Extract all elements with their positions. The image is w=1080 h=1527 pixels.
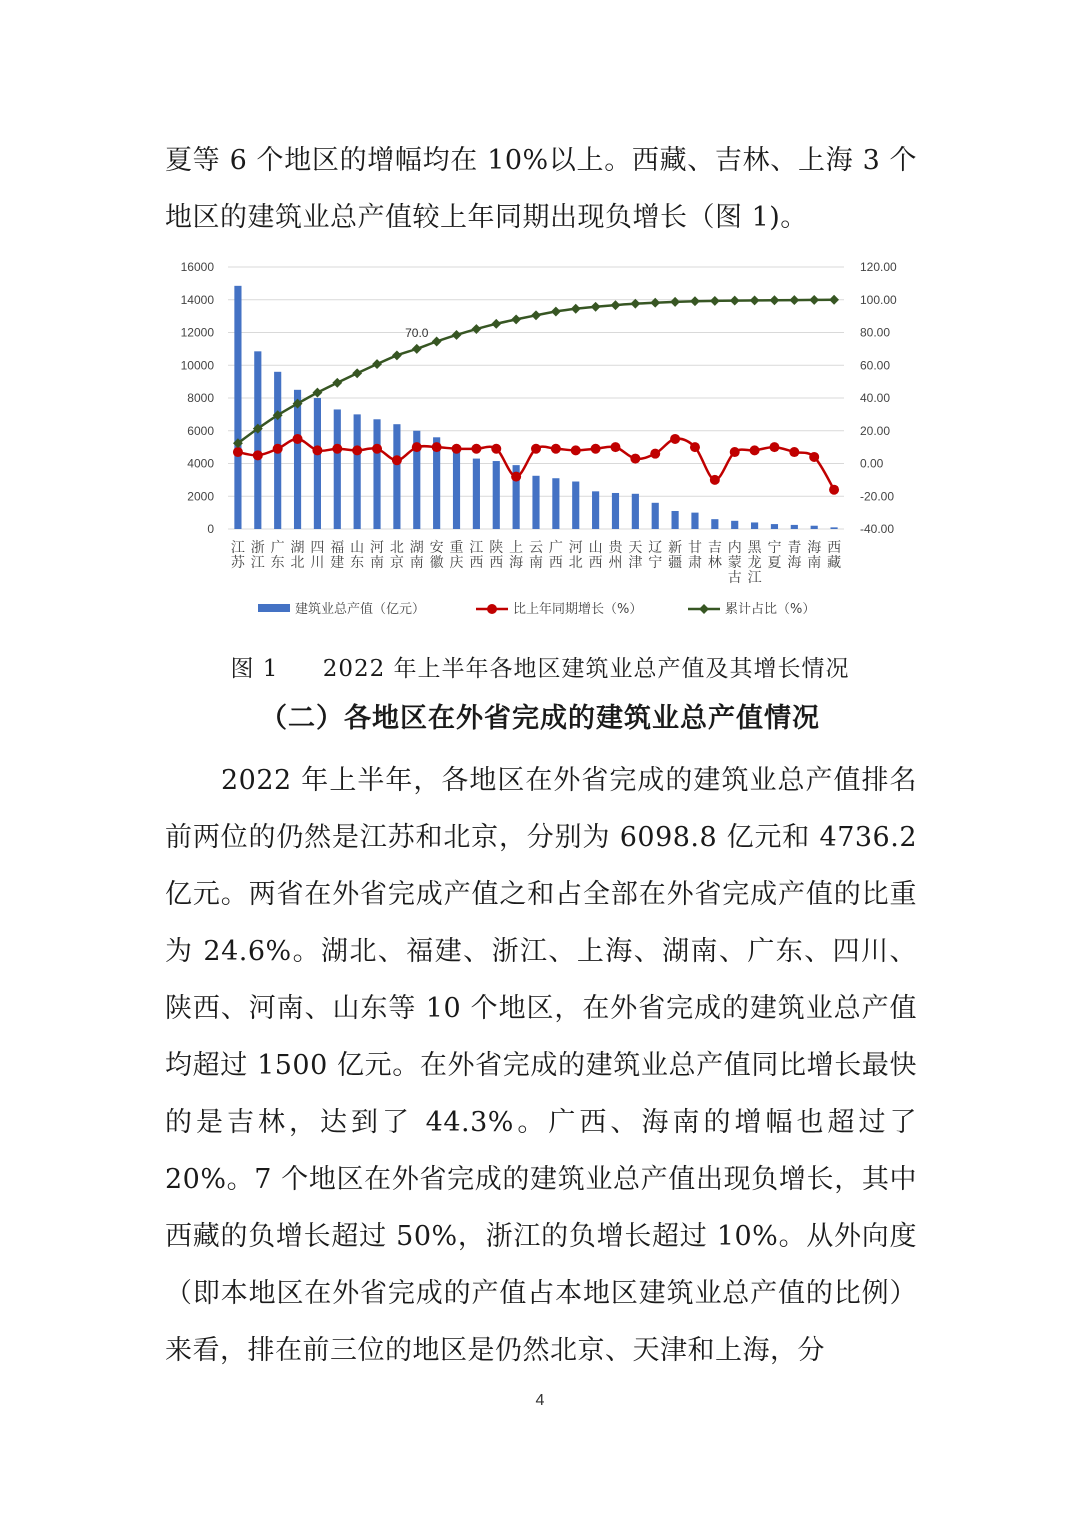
right-tick-label: -20.00 [860, 489, 895, 504]
category-label: 天津 [628, 540, 643, 571]
left-tick-label: 6000 [187, 423, 214, 438]
bar [592, 491, 599, 529]
bar [493, 461, 500, 529]
growth-point [452, 444, 462, 454]
growth-point [591, 444, 601, 454]
category-label: 宁夏 [767, 540, 782, 571]
right-tick-label: 40.00 [860, 391, 891, 405]
growth-point [233, 447, 243, 457]
body-paragraph: 2022 年上半年，各地区在外省完成的建筑业总产值排名前两位的仍然是江苏和北京，分别为 6098.8 亿元和 4736.2 亿元。两省在外省完成产值之和占全部在外省完成产值的比重为 24.6%。湖北、福建、浙江、上海、湖南、广东、四川、陕西、河南、山东等 10 个地区，在外省完成的建筑业总产值均超过 1500 亿元。在外省完成的建筑业总产值同比增长最快的是吉林，达到了 44.3%。广西、海南的增幅也超过了 20%。7 个地区在外省完成的建筑业总产值出现负增长，其中西藏的负增长超过 50%，浙江的负增长超过 10%。从外向度（即本地区在外省完成的产值占本地区建筑业总产值的比例）来看，排在前三位的地区是仍然北京、天津和上海，分 [165, 765, 917, 1366]
bar [771, 524, 778, 529]
category-label: 山西 [588, 540, 603, 571]
cumulative-annotation: 70.0 [405, 325, 429, 340]
right-tick-label: 60.00 [860, 358, 891, 373]
bar [334, 409, 341, 529]
page-number: 4 [535, 1392, 545, 1409]
cumulative-line [238, 300, 834, 443]
cumulative-point [571, 304, 581, 314]
bar [354, 414, 361, 529]
cumulative-point [511, 314, 521, 324]
left-tick-label: 10000 [180, 358, 214, 373]
cumulative-point [650, 298, 660, 308]
category-label: 山东 [350, 540, 365, 571]
growth-point [670, 434, 680, 444]
right-axis-ticks [860, 260, 897, 536]
growth-point [551, 444, 561, 454]
growth-point [491, 444, 501, 454]
bar [393, 424, 400, 529]
cumulative-point [452, 330, 462, 340]
bar [652, 503, 659, 529]
category-label: 贵州 [608, 540, 623, 571]
growth-point [829, 485, 839, 495]
cumulative-point [332, 378, 342, 388]
left-tick-label: 16000 [180, 260, 214, 274]
category-label: 四川 [310, 540, 325, 571]
category-label: 湖北 [290, 540, 305, 571]
cumulative-point [491, 319, 501, 329]
cumulative-point [670, 297, 680, 307]
growth-point [730, 447, 740, 457]
cumulative-point [551, 307, 561, 317]
bar [373, 419, 380, 529]
growth-point [531, 444, 541, 454]
left-axis-ticks [181, 260, 215, 536]
figure-title: 2022 年上半年各地区建筑业总产值及其增长情况 [322, 656, 850, 682]
regional-output-chart [150, 252, 897, 637]
left-tick-label: 2000 [187, 489, 214, 504]
growth-point [571, 445, 581, 455]
category-label: 安徽 [429, 540, 444, 571]
left-tick-label: 4000 [187, 456, 214, 471]
bar [314, 398, 321, 529]
category-label: 广东 [270, 540, 285, 571]
category-label: 广西 [548, 540, 563, 571]
output-bars [234, 286, 837, 529]
growth-point [610, 442, 620, 452]
growth-point [750, 445, 760, 455]
cumulative-point [352, 368, 362, 378]
legend-marker-cumulative [699, 604, 709, 614]
left-tick-label: 14000 [180, 292, 214, 307]
category-label: 江西 [469, 540, 484, 571]
right-tick-label: 100.00 [860, 292, 897, 307]
category-label: 云南 [529, 540, 543, 571]
bar [612, 493, 619, 529]
cumulative-point [710, 296, 720, 306]
legend-label-growth: 比上年同期增长（%） [513, 602, 643, 617]
growth-point [273, 444, 283, 454]
legend-label-output: 建筑业总产值（亿元） [295, 602, 426, 617]
growth-point [511, 472, 521, 482]
growth-point [293, 434, 303, 444]
bar [473, 459, 480, 529]
bar [234, 286, 241, 529]
right-tick-label: -40.00 [860, 522, 895, 536]
growth-point [710, 475, 720, 485]
category-label: 内蒙古 [727, 540, 742, 586]
bar [294, 390, 301, 529]
category-label: 河北 [568, 540, 583, 571]
category-label: 吉林 [707, 540, 722, 571]
growth-point [412, 442, 422, 452]
legend-marker-growth [487, 604, 497, 614]
growth-point [471, 444, 481, 454]
category-label: 青海 [787, 540, 802, 571]
left-tick-label: 12000 [180, 325, 214, 340]
growth-point [789, 447, 799, 457]
cumulative-point [531, 310, 541, 320]
category-label: 黑龙江 [747, 540, 762, 586]
cumulative-point [809, 295, 819, 305]
intro-paragraph: 夏等 6 个地区的增幅均在 10%以上。西藏、吉林、上海 3 个地区的建筑业总产值较上年同期出现负增长（图 1)。 [165, 145, 917, 233]
growth-point [372, 444, 382, 454]
cumulative-point [770, 295, 780, 305]
cumulative-point [412, 344, 422, 354]
category-label: 湖南 [409, 540, 424, 571]
growth-point [352, 445, 362, 455]
right-tick-label: 120.00 [860, 260, 897, 274]
growth-point [809, 452, 819, 462]
growth-point [690, 442, 700, 452]
growth-point [769, 442, 779, 452]
category-label: 海南 [807, 540, 822, 571]
growth-point [432, 442, 442, 452]
growth-point [312, 445, 322, 455]
bar [731, 521, 738, 529]
cumulative-point [789, 295, 799, 305]
category-label: 江苏 [230, 540, 245, 571]
bar [254, 351, 261, 529]
growth-point [630, 454, 640, 464]
category-label: 西藏 [827, 540, 842, 571]
legend-swatch-output [258, 604, 290, 612]
bar [632, 494, 639, 529]
cumulative-point [372, 359, 382, 369]
category-label: 甘肃 [687, 540, 702, 571]
category-label: 河南 [370, 540, 385, 571]
bar [453, 450, 460, 529]
legend-label-cumulative: 累计占比（%） [725, 602, 816, 617]
cumulative-point [750, 295, 760, 305]
right-tick-label: 20.00 [860, 423, 891, 438]
section-heading: （二）各地区在外省完成的建筑业总产值情况 [260, 703, 820, 734]
category-label: 辽宁 [648, 540, 663, 571]
bar [711, 519, 718, 529]
cumulative-point [611, 300, 621, 310]
category-label: 上海 [509, 540, 524, 571]
figure-label: 图 1 [230, 656, 279, 682]
category-label: 浙江 [250, 540, 265, 571]
bar [572, 482, 579, 529]
category-label: 陕西 [489, 540, 504, 571]
cumulative-point [312, 388, 322, 398]
category-label: 福建 [330, 540, 345, 571]
cumulative-point [432, 337, 442, 347]
bar [830, 527, 837, 529]
bar [691, 513, 698, 529]
cumulative-point [591, 302, 601, 312]
chart-legend [258, 601, 815, 617]
bar [532, 476, 539, 529]
category-labels [231, 539, 841, 586]
bar [811, 526, 818, 529]
left-tick-label: 8000 [187, 391, 214, 405]
right-tick-label: 0.00 [860, 456, 884, 471]
bar [751, 522, 758, 529]
growth-point [392, 455, 402, 465]
category-label: 重庆 [449, 540, 464, 571]
bar [791, 525, 798, 529]
cumulative-point [392, 350, 402, 360]
category-label: 北京 [389, 540, 404, 571]
bar [552, 478, 559, 529]
cumulative-point [690, 296, 700, 306]
left-tick-label: 0 [207, 522, 214, 536]
growth-point [253, 450, 263, 460]
cumulative-point [829, 295, 839, 305]
growth-point [332, 444, 342, 454]
series-lines [233, 295, 839, 495]
figure-caption [0, 650, 1080, 683]
growth-point [650, 449, 660, 459]
category-label: 新疆 [668, 540, 683, 571]
cumulative-point [730, 296, 740, 306]
bar [672, 511, 679, 529]
right-tick-label: 80.00 [860, 325, 891, 340]
